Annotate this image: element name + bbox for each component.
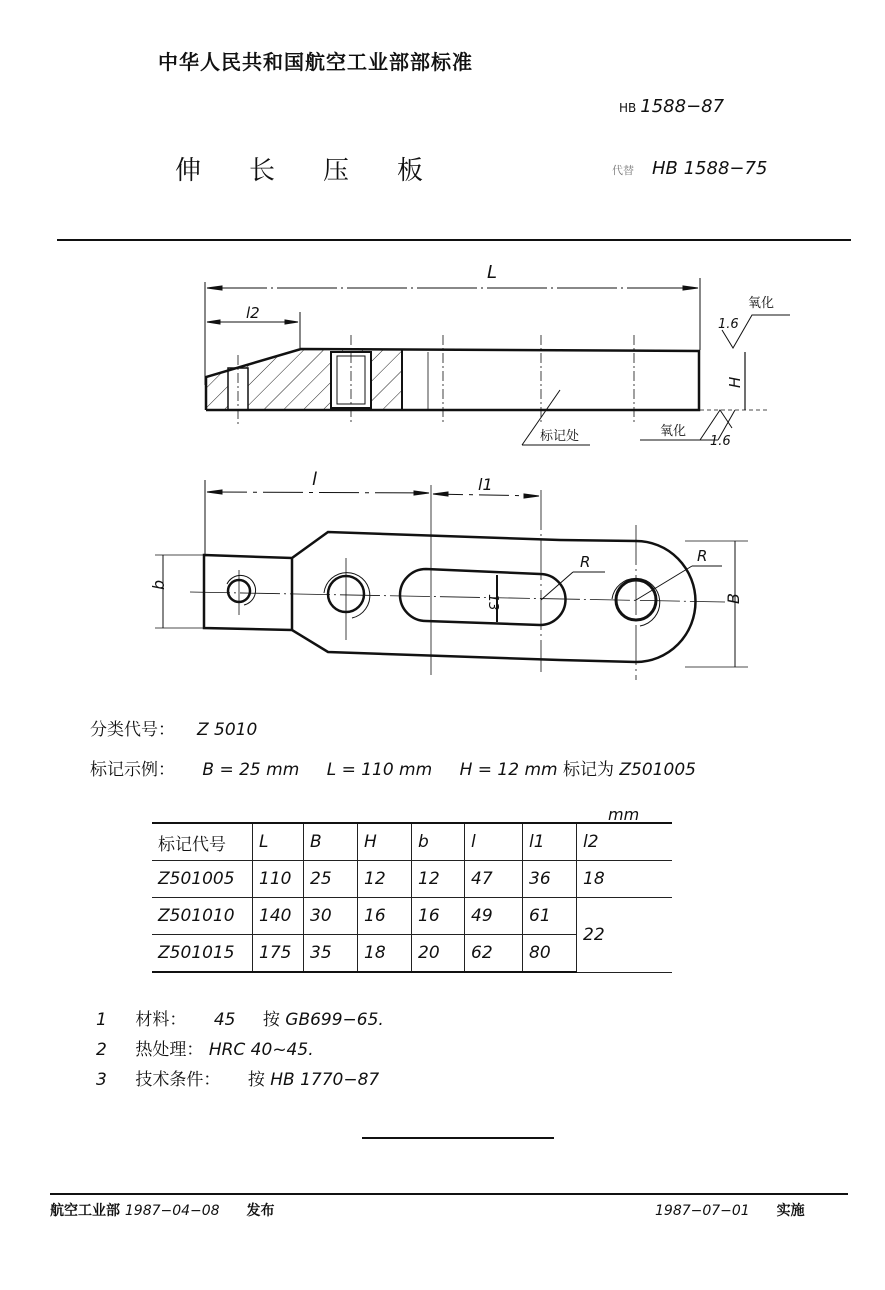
- dim-L-label: L: [487, 262, 498, 283]
- technical-notes: [96, 1005, 384, 1095]
- example-result-value: Z501005: [619, 760, 696, 780]
- roughness-bottom-value: 1.6: [710, 434, 731, 449]
- cell-l1: 61: [523, 898, 577, 935]
- note-ref-label: 按: [262, 1010, 280, 1030]
- cell-L: 140: [253, 898, 304, 935]
- note-item: [96, 1005, 384, 1035]
- roughness-top-note: 氧化: [748, 296, 775, 311]
- table-header-row: [152, 823, 672, 861]
- note-label: 材料：: [135, 1010, 187, 1030]
- classification-value: Z 5010: [197, 720, 258, 740]
- standard-prefix: HB: [619, 101, 637, 115]
- header-L: L: [253, 823, 304, 861]
- table-row: [152, 898, 672, 935]
- header-l: l: [465, 823, 523, 861]
- effective-label: 实施: [776, 1203, 805, 1219]
- dim-l1-label: l1: [478, 475, 493, 494]
- cell-B: 25: [304, 861, 358, 898]
- header-l2: l2: [577, 823, 673, 861]
- top-view: [155, 480, 748, 680]
- effective-info: [655, 1200, 805, 1220]
- example-L: L = 110 mm: [326, 760, 433, 780]
- header-code: 标记代号: [152, 823, 253, 861]
- issue-info: [50, 1200, 274, 1220]
- dimensions-table: [152, 822, 672, 973]
- title-char: 长: [249, 156, 276, 186]
- cell-L: 110: [253, 861, 304, 898]
- issue-date: 1987−04−08: [124, 1203, 220, 1219]
- marking-example-line: [90, 755, 696, 780]
- cell-l: 62: [465, 935, 523, 973]
- cell-code: Z501005: [152, 861, 253, 898]
- classification-label: 分类代号：: [90, 720, 175, 740]
- note-ref: HB 1770−87: [270, 1070, 380, 1090]
- table-unit: mm: [608, 805, 640, 824]
- cell-l1: 80: [523, 935, 577, 973]
- dim-l-label: l: [312, 469, 318, 490]
- cell-L: 175: [253, 935, 304, 973]
- organization-title: 中华人民共和国航空工业部部标准: [158, 50, 473, 74]
- title-char: 压: [323, 156, 350, 186]
- note-item: [96, 1035, 384, 1065]
- dim-H-label: H: [726, 376, 744, 388]
- cell-b: 16: [412, 898, 465, 935]
- issuer: 航空工业部: [50, 1203, 120, 1219]
- note-number: 2: [96, 1040, 107, 1060]
- cell-H: 12: [358, 861, 412, 898]
- cell-l1: 36: [523, 861, 577, 898]
- replaces-value: HB 1588−75: [652, 158, 768, 179]
- note-number: 1: [96, 1010, 107, 1030]
- note-value: HRC 40~45.: [208, 1040, 314, 1060]
- note-ref: GB699−65.: [285, 1010, 384, 1030]
- marking-example-label: 标记示例：: [90, 760, 175, 780]
- dim-R-slot-label: R: [580, 553, 591, 571]
- note-number: 3: [96, 1070, 107, 1090]
- roughness-bottom-note: 氧化: [660, 424, 687, 439]
- note-label: 技术条件：: [135, 1070, 221, 1090]
- cell-H: 16: [358, 898, 412, 935]
- table-row: [152, 861, 672, 898]
- title-char: 伸: [175, 156, 202, 186]
- cell-b: 20: [412, 935, 465, 973]
- classification-line: [90, 715, 257, 740]
- note-label: 热处理：: [135, 1040, 204, 1060]
- marking-location-label: 标记处: [540, 429, 580, 444]
- header-H: H: [358, 823, 412, 861]
- example-H: H = 12 mm: [459, 760, 558, 780]
- cell-code: Z501015: [152, 935, 253, 973]
- dim-B-label: B: [724, 593, 743, 604]
- cell-l2: 18: [577, 861, 673, 898]
- side-view: [205, 278, 790, 445]
- dim-l2-label: l2: [246, 304, 260, 322]
- header-l1: l1: [523, 823, 577, 861]
- replaces-label: 代替: [612, 164, 634, 177]
- note-value: 45: [213, 1010, 236, 1030]
- cell-code: Z501010: [152, 898, 253, 935]
- cell-l2-merged: 22: [577, 898, 673, 973]
- cell-B: 35: [304, 935, 358, 973]
- example-B: B = 25 mm: [202, 760, 300, 780]
- issue-label: 发布: [246, 1203, 275, 1219]
- note-item: [96, 1065, 384, 1095]
- cell-l: 47: [465, 861, 523, 898]
- title-char: 板: [397, 156, 424, 186]
- header-b: b: [412, 823, 465, 861]
- effective-date: 1987−07−01: [655, 1203, 750, 1219]
- dim-b-label: b: [149, 579, 168, 590]
- note-ref-label: 按: [247, 1070, 265, 1090]
- dim-R-end-label: R: [697, 547, 708, 565]
- header-B: B: [304, 823, 358, 861]
- example-result-label: 标记为: [563, 760, 614, 780]
- cell-b: 12: [412, 861, 465, 898]
- cell-H: 18: [358, 935, 412, 973]
- cell-B: 30: [304, 898, 358, 935]
- footer-divider: [50, 1193, 848, 1195]
- end-of-content-rule: [362, 1137, 554, 1139]
- cell-l: 49: [465, 898, 523, 935]
- standard-number-value: 1588−87: [640, 96, 725, 117]
- slot-width-label: 13: [485, 594, 500, 611]
- roughness-top-value: 1.6: [718, 317, 739, 332]
